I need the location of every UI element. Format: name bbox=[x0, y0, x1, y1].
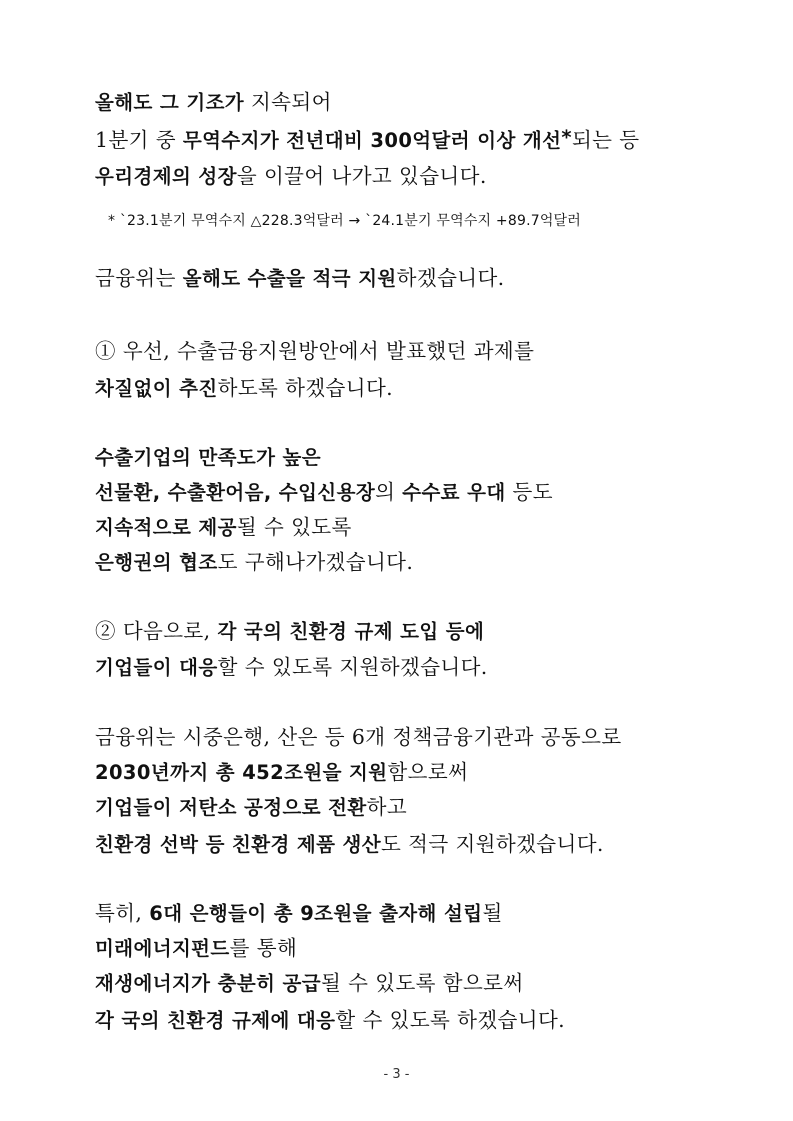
text-line bbox=[95, 758, 468, 787]
footnote: * `23.1분기 무역수지 △228.3억달러 → `24.1분기 무역수지 +89.7억달러 bbox=[108, 213, 582, 229]
emphasis-text: 무역수지가 전년대비 300억달러 이상 개선 bbox=[182, 129, 562, 152]
body-text: 하고 bbox=[366, 795, 408, 819]
text-line bbox=[95, 443, 321, 472]
body-text: 할 수 있도록 지원하겠습니다. bbox=[217, 655, 488, 679]
body-text: 할 수 있도록 하겠습니다. bbox=[335, 1008, 566, 1032]
emphasis-text: 수수료 우대 bbox=[402, 481, 506, 504]
emphasis-text: 재생에너지가 충분히 공급 bbox=[95, 972, 321, 995]
body-text: ② 다음으로, bbox=[95, 619, 218, 643]
text-line bbox=[95, 126, 639, 155]
emphasis-text: 올해도 수출을 적극 지원 bbox=[182, 267, 397, 290]
text-line bbox=[95, 513, 352, 542]
body-text: 지속되어 bbox=[244, 90, 332, 114]
text-line bbox=[95, 478, 553, 507]
body-text: 금융위는 시중은행, 산은 등 6개 정책금융기관과 공동으로 bbox=[95, 725, 622, 749]
body-text: 하도록 하겠습니다. bbox=[217, 376, 394, 400]
body-text: 1분기 중 bbox=[95, 128, 183, 152]
text-line bbox=[95, 899, 503, 928]
text-line bbox=[95, 1006, 565, 1035]
text-line bbox=[95, 793, 407, 822]
text-line bbox=[95, 337, 534, 365]
text-line bbox=[95, 934, 297, 963]
emphasis-text: 6대 은행들이 총 9조원을 출자해 설립 bbox=[149, 902, 483, 925]
emphasis-text: 지속적으로 제공 bbox=[95, 516, 237, 539]
emphasis-text: 각 국의 친환경 규제에 대응 bbox=[95, 1009, 336, 1032]
emphasis-text: 선물환, 수출환어음, 수입신용장 bbox=[95, 481, 376, 504]
body-text: 될 bbox=[482, 901, 503, 925]
body-text: 될 수 있도록 bbox=[236, 515, 352, 539]
text-line bbox=[95, 723, 622, 751]
body-text: 의 bbox=[375, 480, 403, 504]
emphasis-text: 올해도 그 기조가 bbox=[95, 91, 245, 114]
body-text: 금융위는 bbox=[95, 266, 183, 290]
body-text: 함으로써 bbox=[387, 760, 469, 784]
emphasis-text: 수출기업의 만족도가 높은 bbox=[95, 446, 321, 469]
page-number: - 3 - bbox=[383, 1067, 410, 1082]
body-text: 될 수 있도록 함으로써 bbox=[321, 971, 524, 995]
text-line bbox=[95, 617, 484, 646]
body-text: ① 우선, 수출금융지원방안에서 발표했던 과제를 bbox=[95, 339, 535, 363]
emphasis-text: 2030년까지 총 452조원을 지원 bbox=[95, 761, 388, 784]
text-line bbox=[95, 969, 524, 998]
body-text: 도 적극 지원하겠습니다. bbox=[381, 832, 604, 856]
emphasis-text: 친환경 선박 등 친환경 제품 생산 bbox=[95, 833, 382, 856]
body-text: 을 이끌어 나가고 있습니다. bbox=[236, 164, 487, 188]
text-line bbox=[95, 374, 393, 403]
text-line bbox=[95, 548, 413, 577]
emphasis-text: * bbox=[561, 126, 572, 149]
text-line bbox=[95, 162, 487, 191]
body-text: 를 통해 bbox=[229, 936, 298, 960]
text-line bbox=[95, 653, 488, 682]
text-line bbox=[95, 830, 604, 859]
body-text: 등도 bbox=[505, 480, 553, 504]
emphasis-text: 기업들이 대응 bbox=[95, 656, 218, 679]
body-text: 하겠습니다. bbox=[396, 266, 505, 290]
text-line bbox=[95, 264, 505, 293]
emphasis-text: 은행권의 협조 bbox=[95, 551, 218, 574]
emphasis-text: 우리경제의 성장 bbox=[95, 165, 237, 188]
emphasis-text: 기업들이 저탄소 공정으로 전환 bbox=[95, 796, 367, 819]
emphasis-text: 미래에너지펀드 bbox=[95, 937, 230, 960]
text-line bbox=[95, 88, 332, 117]
body-text: 특히, bbox=[95, 901, 150, 925]
emphasis-text: 각 국의 친환경 규제 도입 등에 bbox=[217, 620, 485, 643]
body-text: 도 구해나가겠습니다. bbox=[217, 550, 414, 574]
body-text: 되는 등 bbox=[571, 128, 640, 152]
emphasis-text: 차질없이 추진 bbox=[95, 377, 218, 400]
